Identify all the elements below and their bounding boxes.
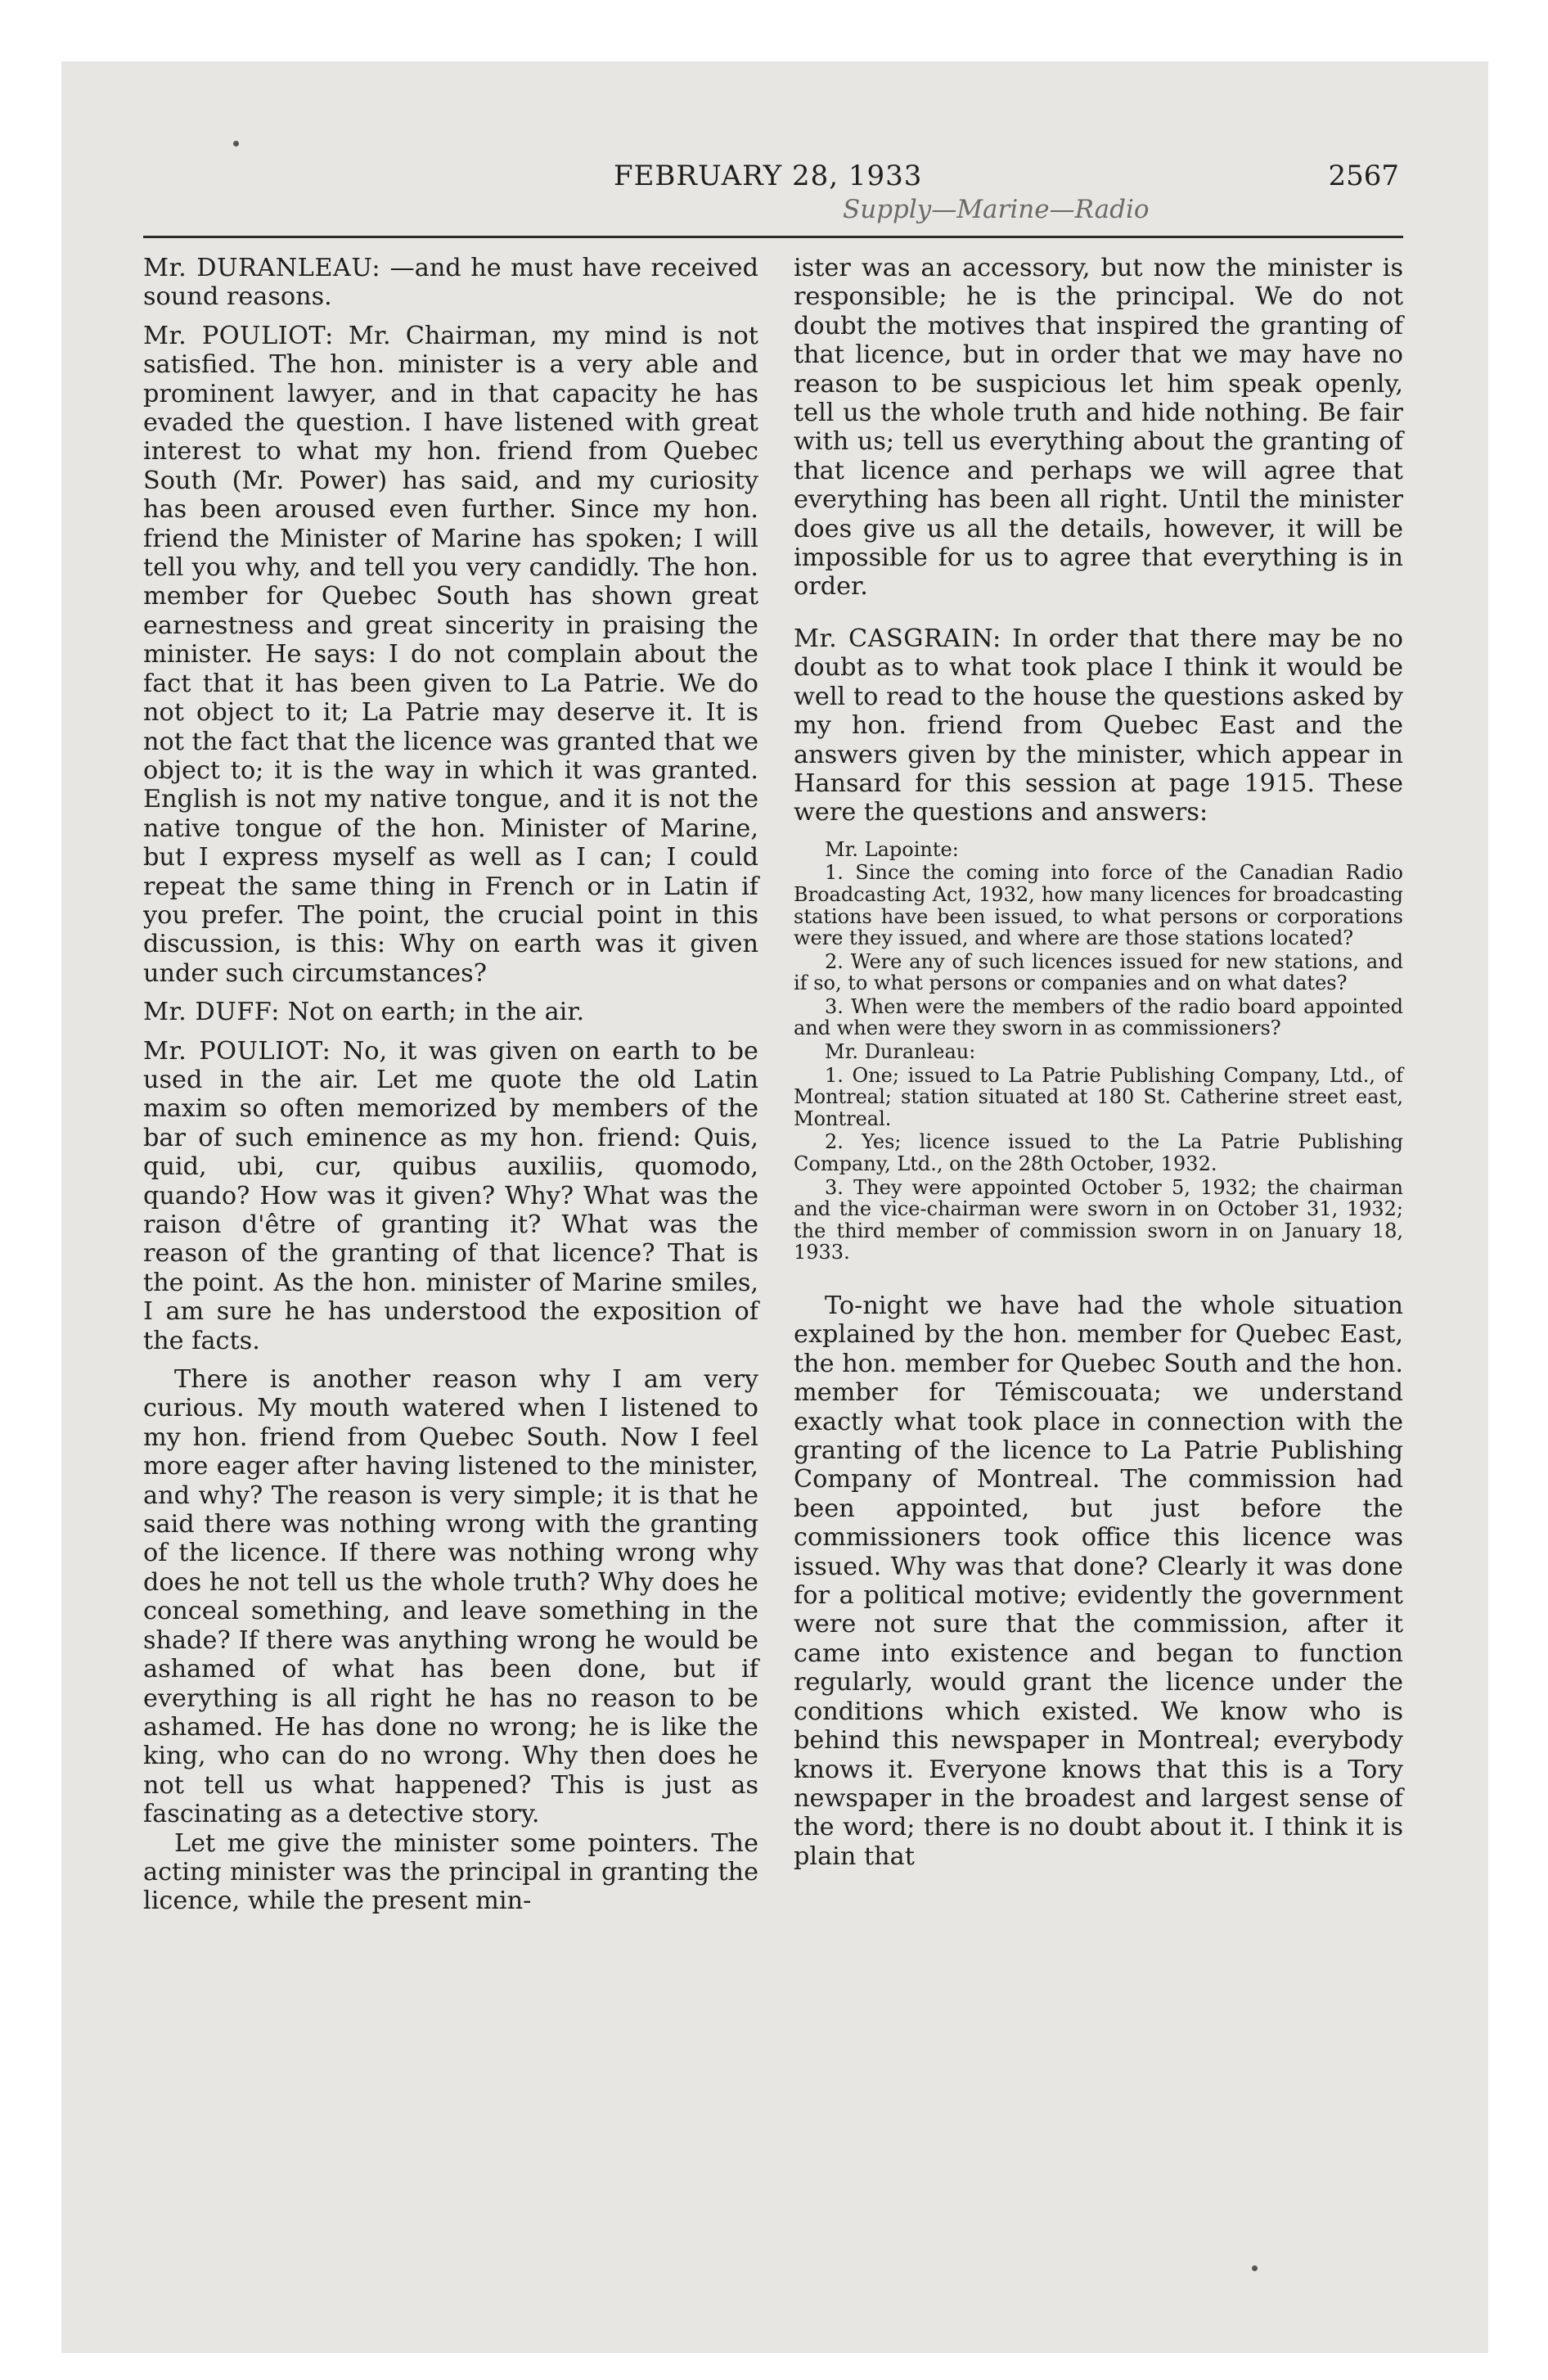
speaker-name: Mr. POULIOT: xyxy=(143,321,334,350)
paragraph-closing: To-night we have had the whole situation explained by the hon. member for Quebec East, the hon. member for Quebec South and the hon. member for Témiscouata; we understand exactly what took place in connection with the granting of the licence to La Patrie Publishing Company of Montreal. The commission had been appointed, but just before the commissioners took office this licence was issued. Why was that done? Clearly it was done for a political motive; evidently the government were not sure that the commission, after it came into existence and began to function regularly, would grant the licence under the conditions which existed. We know who is behind this newspaper in Montreal; everybody knows it. Everyone knows that this is a Tory newspaper in the broadest and largest sense of the word; there is no doubt about it. I think it is plain that xyxy=(794,1291,1403,1871)
speech-text: No, it was given on earth to be used in the air. Let me quote the old Latin maxim so often memorized by members of the bar of such eminence as my hon. friend: Quis, quid, ubi, cur, quibus auxiliis, quomodo, quando? How was it given? Why? What was the raison d'être of granting it? What was the reason of the granting of that licence? That is the point. As the hon. minister of Marine smiles, I am sure he has understood the exposition of the facts. xyxy=(143,1036,758,1355)
paragraph-duranleau xyxy=(143,254,758,312)
paragraph-pointers: Let me give the minister some pointers. The acting minister was the principal in granting the licence, while the present min- xyxy=(143,1828,758,1916)
header-date: FEBRUARY 28, 1933 xyxy=(614,160,923,192)
paragraph-duff xyxy=(143,998,758,1026)
questions-label: Mr. Lapointe: xyxy=(825,837,959,861)
speech-text: Not on earth; in the air. xyxy=(287,998,585,1027)
question-item: 1. Since the coming into force of the Canadian Radio Broadcasting Act, 1932, how many licences for broadcasting stations have been issued, to what persons or corporations were they issued, and where are those stations located? xyxy=(794,861,1403,950)
speaker-name: Mr. POULIOT: xyxy=(143,1036,331,1066)
speaker-name: Mr. DUFF: xyxy=(143,998,280,1027)
speech-text: —and he must have received sound reasons. xyxy=(143,254,758,312)
question-item: 3. When were the members of the radio board appointed and when were they sworn in as commissioners? xyxy=(794,994,1403,1040)
answer-item: 2. Yes; licence issued to the La Patrie Publishing Company, Ltd., on the 28th October, 1932. xyxy=(794,1130,1403,1176)
question-item: 2. Were any of such licences issued for new stations, and if so, to what persons or companies and on what dates? xyxy=(794,949,1403,995)
paragraph-casgrain xyxy=(794,624,1403,827)
header-rule xyxy=(143,236,1403,238)
answers-label: Mr. Duranleau: xyxy=(825,1040,976,1064)
speaker-name: Mr. DURANLEAU: xyxy=(143,254,381,282)
header-page-number: 2567 xyxy=(1328,160,1399,192)
paragraph-pouliot-2 xyxy=(143,1037,758,1355)
speech-text: Mr. Chairman, my mind is not satisfied. The hon. minister is a very able and prominent lawyer, and in that capacity he has evaded the question. I have listened with great interest to what my hon. friend from Quebec South (Mr. Power) has said, and my curiosity has been aroused even further. Since my hon. friend the Minister of Marine has spoken; I will tell you why, and tell you very candidly. The hon. member for Quebec South has shown great earnestness and great sincerity in praising the minister. He says: I do not complain about the fact that it has been given to La Patrie. We do not object to it; La Patrie may deserve it. It is not the fact that the licence was granted that we object to; it is the way in which it was granted. English is not my native tongue, and it is not the native tongue of the hon. Minister of Marine, but I express myself as well as I can; I could repeat the same thing in French or in Latin if you prefer. The point, the crucial point in this discussion, is this: Why on earth was it given under such circumstances? xyxy=(143,321,758,988)
header-subtitle: Supply—Marine—Radio xyxy=(843,195,1150,224)
scan-speck xyxy=(233,141,239,146)
left-column xyxy=(143,254,758,1916)
paragraph-continuation: ister was an accessory, but now the minister is responsible; he is the principal. We do not doubt the motives that inspired the granting of that licence, but in order that we may have no reason to be suspicious let him speak openly, tell us the whole truth and hide nothing. Be fair with us; tell us everything about the granting of that licence and perhaps we will agree that everything has been all right. Until the minister does give us all the details, however, it will be impossible for us to agree that everything is in order. xyxy=(794,254,1403,602)
right-column xyxy=(794,254,1403,1871)
paragraph-continued: There is another reason why I am very curious. My mouth watered when I listened to my hon. friend from Quebec South. Now I feel more eager after having listened to the minister, and why? The reason is very simple; it is that he said there was nothing wrong with the granting of the licence. If there was nothing wrong why does he not tell us the whole truth? Why does he conceal something, and leave something in the shade? If there was anything wrong he would be ashamed of what has been done, but if everything is all right he has no reason to be ashamed. He has done no wrong; he is like the king, who can do no wrong. Why then does he not tell us what happened? This is just as fascinating as a detective story. xyxy=(143,1365,758,1829)
scan-speck xyxy=(1252,2265,1258,2271)
paragraph-pouliot-1 xyxy=(143,322,758,988)
answer-item: 1. One; issued to La Patrie Publishing Company, Ltd., of Montreal; station situated at 180 St. Catherine street east, Montreal. xyxy=(794,1063,1403,1130)
speech-text: In order that there may be no doubt as to what took place I think it would be well to read to the house the questions asked by my hon. friend from Quebec East and the answers given by the minister, which appear in Hansard for this session at page 1915. These were the questions and answers: xyxy=(794,624,1403,827)
speaker-name: Mr. CASGRAIN: xyxy=(794,624,1001,653)
answer-item: 3. They were appointed October 5, 1932; the chairman and the vice-chairman were sworn in on October 31, 1932; the third member of commission sworn in on January 18, 1933. xyxy=(794,1175,1403,1264)
